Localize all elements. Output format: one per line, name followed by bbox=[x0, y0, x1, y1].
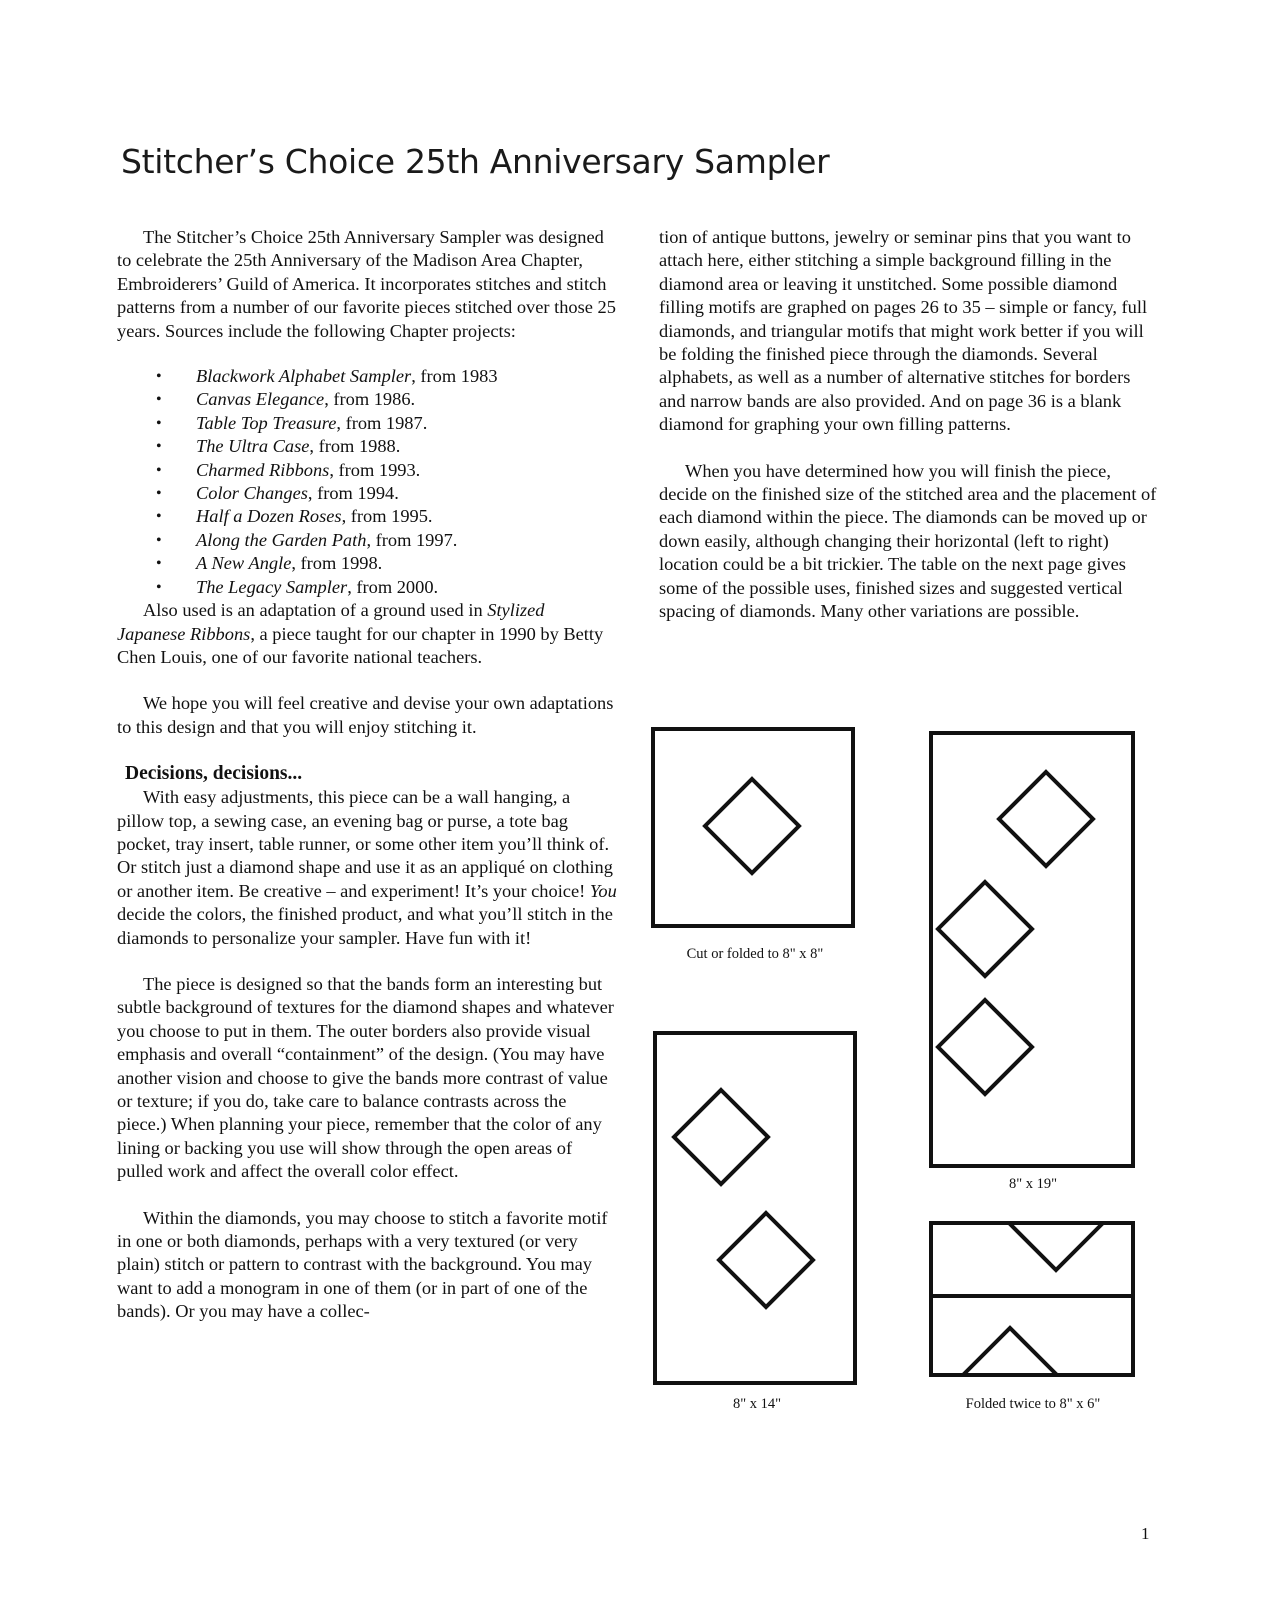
list-item: • A New Angle, from 1998. bbox=[117, 552, 617, 575]
half-diamond-top bbox=[1009, 1223, 1103, 1270]
half-diamond-bottom bbox=[963, 1328, 1057, 1375]
folded-layout-diagram bbox=[928, 1220, 1138, 1380]
chapter-projects-list bbox=[117, 365, 617, 599]
bands-paragraph: The piece is designed so that the bands form an interesting but subtle background of textures for the diamond shapes and whatever you choose to put in them. The outer borders also provide visual emphasis and overall “containment” of the design. (You may have another vision and choose to give the bands more contrast of value or texture; if you do, take care to balance contrasts across the piece.) When planning your piece, remember that the color of any lining or backing you use will show through the open areas of pulled work and affect the overall color effect. bbox=[117, 973, 614, 1182]
square-layout-diagram bbox=[650, 726, 860, 936]
diamond-shape bbox=[719, 1213, 813, 1307]
project-title: Canvas Elegance bbox=[196, 389, 325, 410]
figure-caption: Cut or folded to 8" x 8" bbox=[686, 946, 824, 962]
piece-outline bbox=[653, 729, 853, 926]
figure-medium-layout bbox=[652, 1030, 862, 1420]
decisions-paragraph: With easy adjustments, this piece can be a wall hanging, a pillow top, a sewing case, an evening bag or purse, a tote bag pocket, tray insert, table runner, or some other item you’ll think of. Or stitch just a diamond shape and use it as an appliqué on clothing or another item. Be creative – and experiment! It’s your choice! You decide the colors, the finished product, and what you’ll stitch in the diamonds to personalize your sampler. Have fun with it! bbox=[117, 787, 617, 948]
project-title: Color Changes bbox=[196, 483, 308, 504]
project-title: Table Top Treasure bbox=[196, 412, 337, 433]
figure-tall-layout bbox=[928, 730, 1138, 1200]
continued-paragraph: tion of antique buttons, jewelry or seminar pins that you want to attach here, either stitching a simple background filling in the diamond area or leaving it unstitched. Some possible diamond filling motifs are graphed on pages 26 to 35 – simple or fancy, full diamonds, and triangular motifs that might work better if you will be folding the finished piece through the diamonds. Several alphabets, as well as a number of alternative stitches for borders and narrow bands are also provided. And on page 36 is a blank diamond for graphing your own filling patterns. bbox=[659, 227, 1148, 435]
figure-caption: 8" x 14" bbox=[732, 1396, 782, 1412]
hope-paragraph: We hope you will feel creative and devise your own adaptations to this design and that you will enjoy stitching it. bbox=[117, 693, 614, 737]
project-title: Blackwork Alphabet Sampler bbox=[196, 366, 412, 387]
list-item: • Color Changes, from 1994. bbox=[117, 482, 617, 505]
diamond-shape bbox=[938, 882, 1032, 976]
list-item: • Table Top Treasure, from 1987. bbox=[117, 412, 617, 435]
left-column bbox=[117, 226, 617, 1324]
list-item: • Blackwork Alphabet Sampler, from 1983 bbox=[117, 365, 617, 388]
project-title: The Legacy Sampler bbox=[196, 576, 348, 597]
diamond-shape bbox=[938, 1000, 1032, 1094]
diamond-shape bbox=[674, 1090, 768, 1184]
also-used-paragraph: Also used is an adaptation of a ground used in Stylized Japanese Ribbons, a piece taught for our chapter in 1990 by Betty Chen Louis, one of our favorite national teachers. bbox=[117, 600, 604, 667]
project-title: Charmed Ribbons bbox=[196, 459, 330, 480]
figure-folded-layout bbox=[928, 1220, 1138, 1420]
list-item: • Canvas Elegance, from 1986. bbox=[117, 388, 617, 411]
figure-square-layout bbox=[650, 726, 860, 966]
medium-layout-diagram bbox=[652, 1030, 862, 1390]
figure-caption: Folded twice to 8" x 6" bbox=[965, 1396, 1101, 1412]
list-item: • Charmed Ribbons, from 1993. bbox=[117, 459, 617, 482]
project-title: The Ultra Case bbox=[196, 436, 310, 457]
page-title: Stitcher’s Choice 25th Anniversary Sampler bbox=[121, 142, 830, 181]
list-item: • Along the Garden Path, from 1997. bbox=[117, 529, 617, 552]
project-title: Half a Dozen Roses bbox=[196, 506, 342, 527]
diamond-shape bbox=[999, 772, 1093, 866]
diamond-shape bbox=[705, 779, 799, 873]
tall-layout-diagram bbox=[928, 730, 1138, 1170]
page-number: 1 bbox=[1141, 1524, 1150, 1543]
right-column bbox=[659, 226, 1159, 624]
list-item: • Half a Dozen Roses, from 1995. bbox=[117, 505, 617, 528]
within-paragraph: Within the diamonds, you may choose to stitch a favorite motif in one or both diamonds, perhaps with a very textured (or very plain) stitch or pattern to contrast with the background. You may want to add a monogram in one of them (or in part of one of the bands). Or you may have a collec- bbox=[117, 1207, 608, 1322]
list-item: • The Legacy Sampler, from 2000. bbox=[117, 576, 617, 599]
finish-paragraph: When you have determined how you will finish the piece, decide on the finished size of the stitched area and the placement of each diamond within the piece. The diamonds can be moved up or down easily, although changing their horizontal (left to right) location could be a bit trickier. The table on the next page gives some of the possible uses, finished sizes and suggested vertical spacing of diamonds. Many other variations are possible. bbox=[659, 460, 1157, 622]
list-item: • The Ultra Case, from 1988. bbox=[117, 435, 617, 458]
project-title: Stylized Japanese Ribbons bbox=[117, 600, 545, 644]
figure-caption: 8" x 19" bbox=[1008, 1176, 1058, 1192]
project-title: A New Angle bbox=[196, 553, 292, 574]
section-heading: Decisions, decisions... bbox=[125, 763, 303, 785]
project-title: Along the Garden Path bbox=[196, 529, 367, 550]
intro-paragraph: The Stitcher’s Choice 25th Anniversary Sampler was designed to celebrate the 25th Anniversary of the Madison Area Chapter, Embroiderers’ Guild of America. It incorporates stitches and stitch patterns from a number of our favorite pieces stitched over those 25 years. Sources include the following Chapter projects: bbox=[117, 227, 616, 341]
piece-outline bbox=[655, 1033, 855, 1383]
